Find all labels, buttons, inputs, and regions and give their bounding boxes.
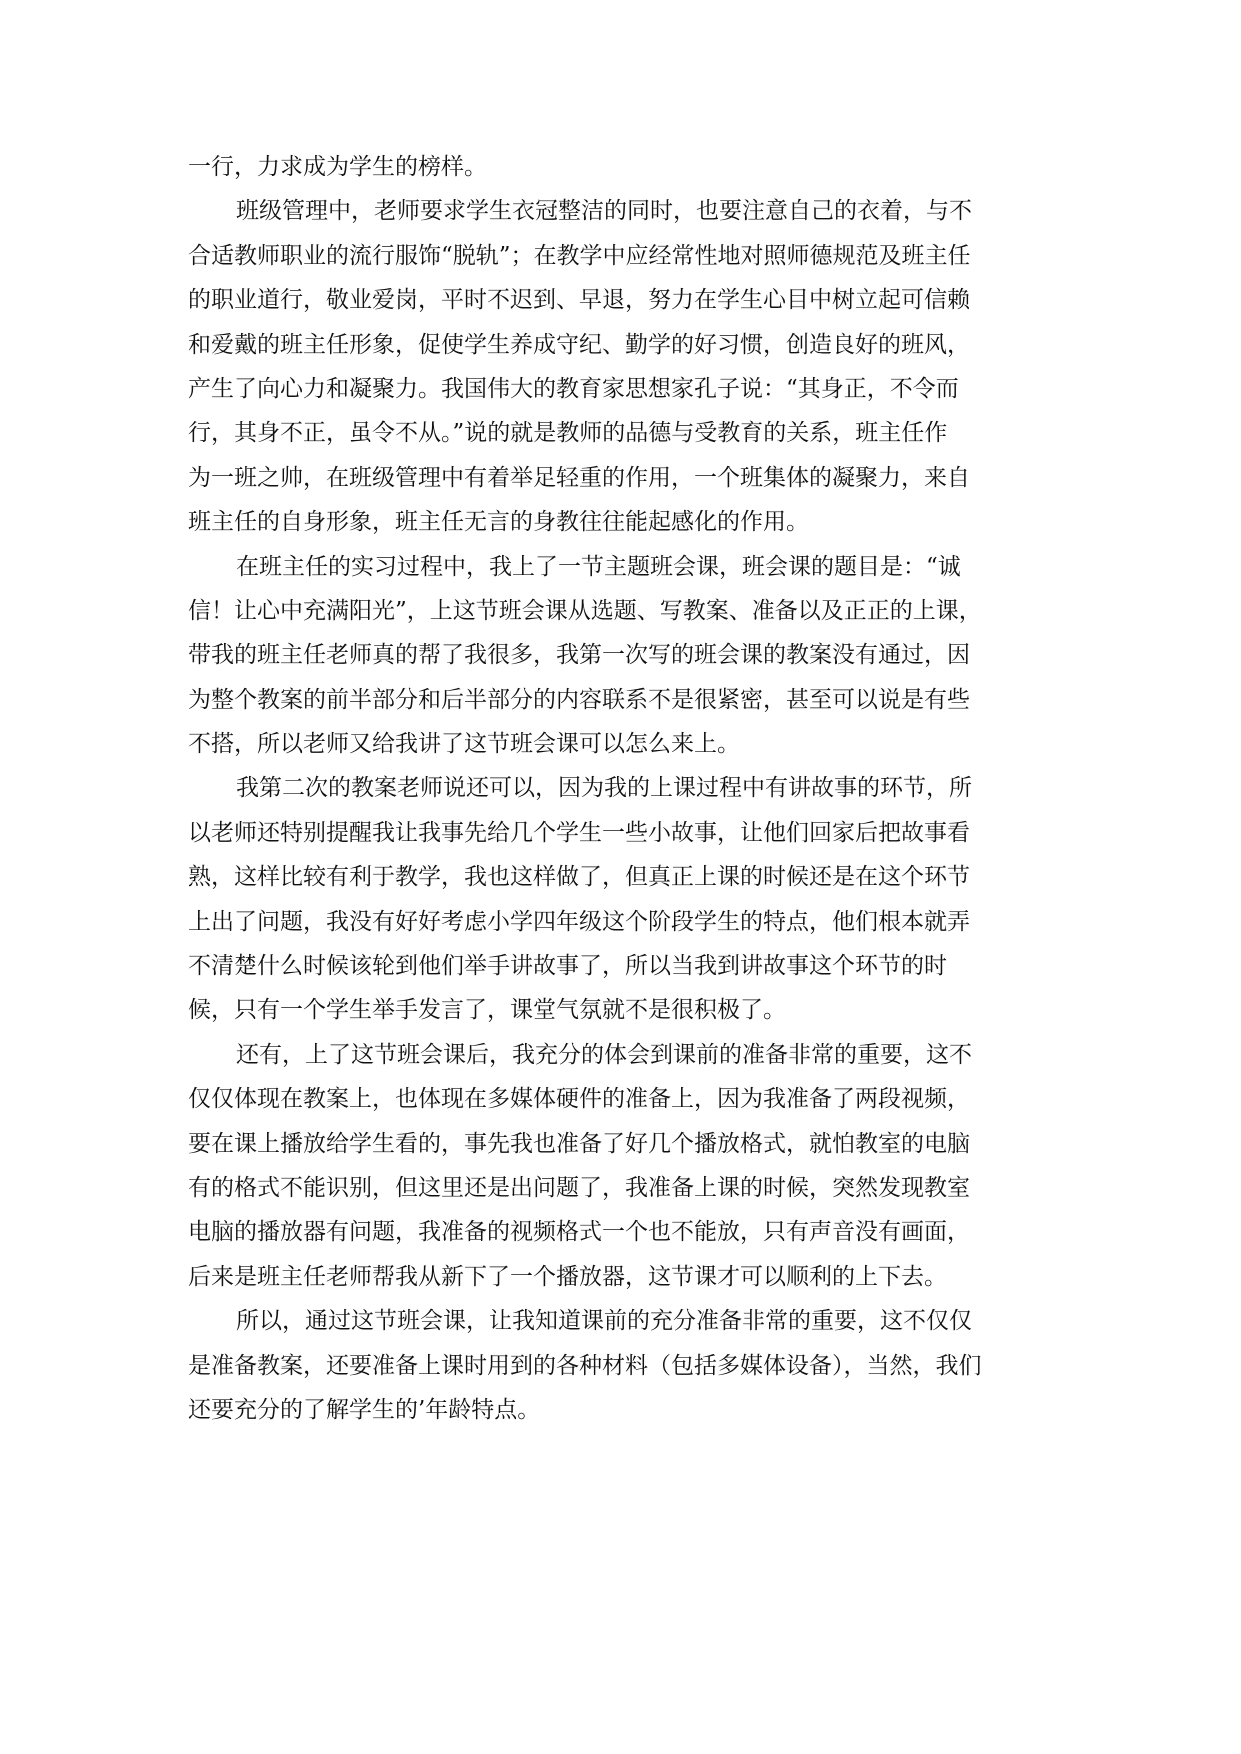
text-line: 不清楚什么时候该轮到他们举手讲故事了，所以当我到讲故事这个环节的时	[188, 953, 947, 980]
paragraph-first-line: 我第二次的教案老师说还可以，因为我的上课过程中有讲故事的环节，所	[236, 775, 972, 802]
text-line: 产生了向心力和凝聚力。我国伟大的教育家思想家孔子说：“其身正，不令而	[188, 375, 959, 402]
text-line: 以老师还特别提醒我让我事先给几个学生一些小故事，让他们回家后把故事看	[188, 819, 970, 846]
paragraph-first-line: 还有，上了这节班会课后，我充分的体会到课前的准备非常的重要，这不	[236, 1041, 972, 1068]
paragraph-first-line: 在班主任的实习过程中，我上了一节主题班会课，班会课的题目是：“诚	[236, 553, 961, 580]
text-line: 熟，这样比较有利于教学，我也这样做了，但真正上课的时候还是在这个环节	[188, 864, 970, 891]
text-line: 有的格式不能识别，但这里还是出问题了，我准备上课的时候，突然发现教室	[188, 1174, 970, 1201]
body-text	[188, 152, 1068, 1439]
text-line: 合适教师职业的流行服饰“脱轨”；在教学中应经常性地对照师德规范及班主任	[188, 242, 971, 269]
text-line: 为整个教案的前半部分和后半部分的内容联系不是很紧密，甚至可以说是有些	[188, 686, 970, 713]
text-line: 是准备教案，还要准备上课时用到的各种材料（包括多媒体设备），当然，我们	[188, 1352, 982, 1379]
text-line: 信！让心中充满阳光”，上这节班会课从选题、写教案、准备以及正正的上课，	[188, 597, 982, 624]
text-line: 不搭，所以老师又给我讲了这节班会课可以怎么来上。	[188, 731, 740, 758]
text-line: 后来是班主任老师帮我从新下了一个播放器，这节课才可以顺利的上下去。	[188, 1263, 947, 1290]
text-line: 仅仅体现在教案上，也体现在多媒体硬件的准备上，因为我准备了两段视频，	[188, 1086, 970, 1113]
text-line: 一行，力求成为学生的榜样。	[188, 154, 487, 180]
text-line: 还要充分的了解学生的’年龄特点。	[188, 1396, 541, 1423]
text-line: 候，只有一个学生举手发言了，课堂气氛就不是很积极了。	[188, 997, 786, 1024]
text-line: 带我的班主任老师真的帮了我很多，我第一次写的班会课的教案没有通过，因	[188, 642, 970, 669]
paragraph-first-line: 所以，通过这节班会课，让我知道课前的充分准备非常的重要，这不仅仅	[236, 1308, 972, 1335]
text-line: 行，其身不正，虽令不从。”说的就是教师的品德与受教育的关系，班主任作	[188, 420, 948, 447]
text-line: 班主任的自身形象，班主任无言的身教往往能起感化的作用。	[188, 509, 809, 536]
text-line: 为一班之帅，在班级管理中有着举足轻重的作用，一个班集体的凝聚力，来自	[188, 464, 970, 491]
text-line: 电脑的播放器有问题，我准备的视频格式一个也不能放，只有声音没有画面，	[188, 1219, 970, 1246]
text-line: 要在课上播放给学生看的，事先我也准备了好几个播放格式，就怕教室的电脑	[188, 1130, 970, 1157]
text-line: 和爱戴的班主任形象，促使学生养成守纪、勤学的好习惯，创造良好的班风，	[188, 331, 970, 358]
paragraph-first-line: 班级管理中，老师要求学生衣冠整洁的同时，也要注意自己的衣着，与不	[236, 198, 972, 225]
text-line: 上出了问题，我没有好好考虑小学四年级这个阶段学生的特点，他们根本就弄	[188, 908, 970, 935]
text-line: 的职业道行，敬业爱岗，平时不迟到、早退，努力在学生心目中树立起可信赖	[188, 287, 970, 314]
